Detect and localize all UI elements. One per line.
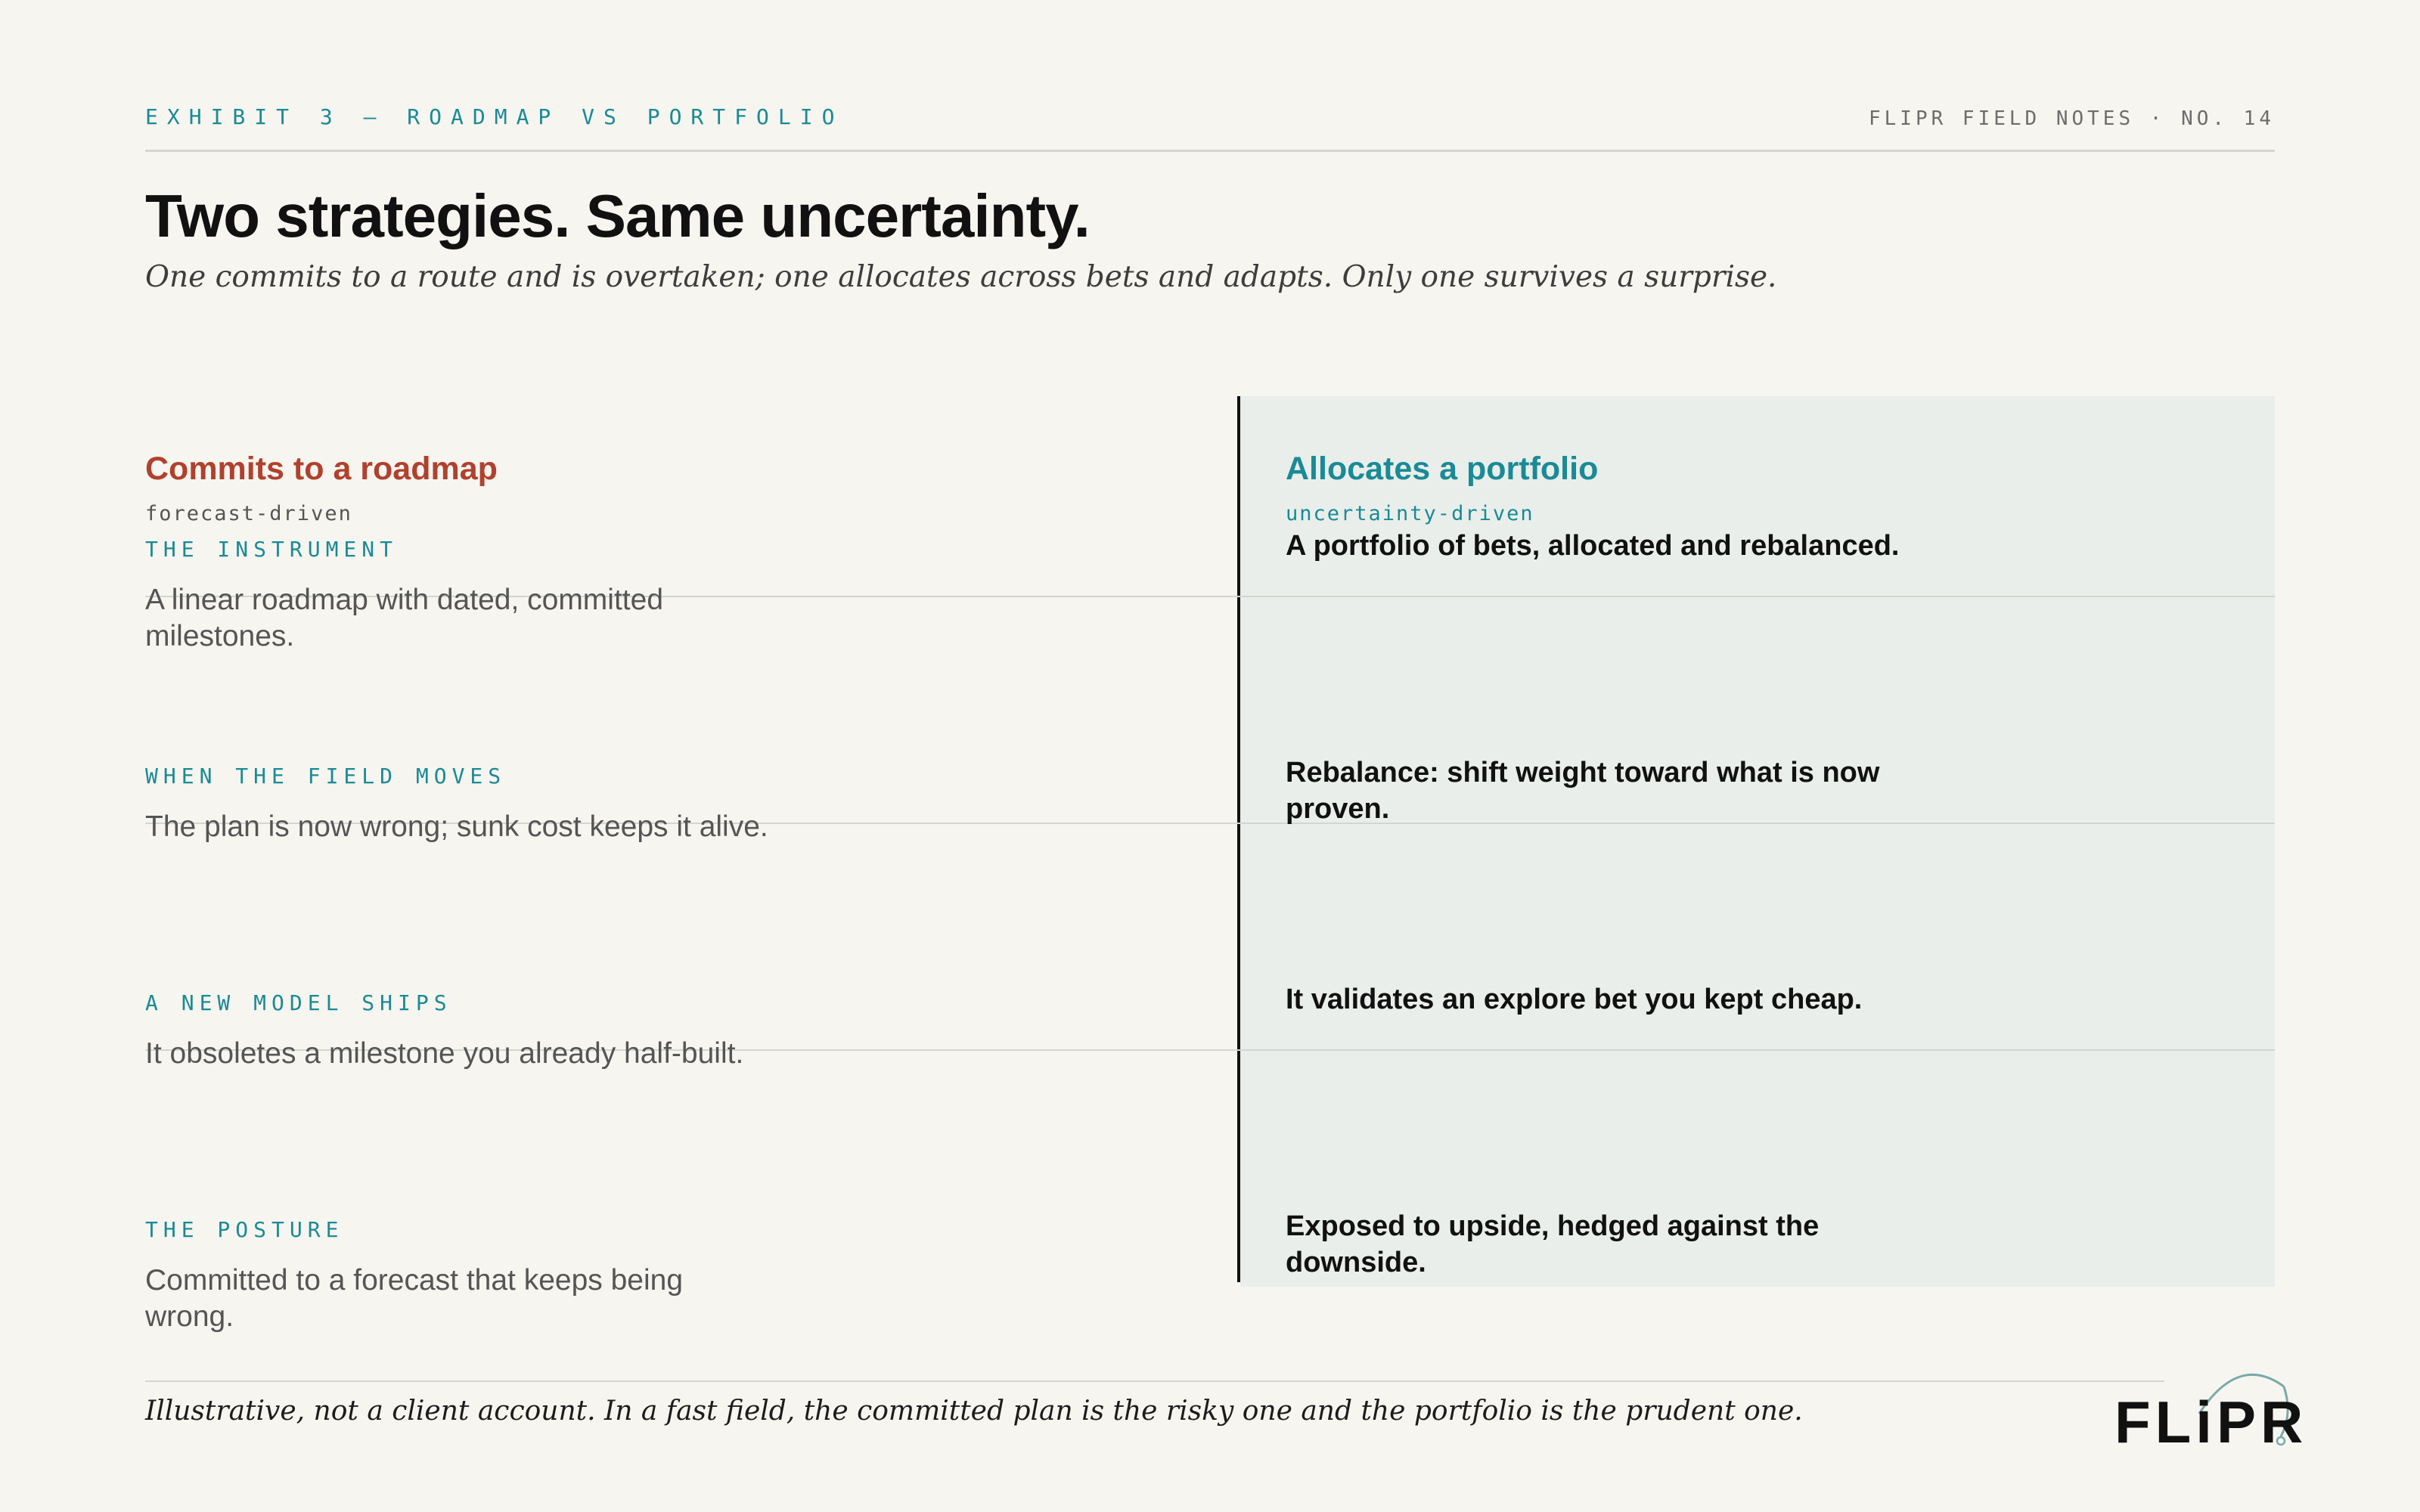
row-label: A NEW MODEL SHIPS (145, 990, 452, 1015)
roadmap-subheading: forecast-driven (145, 502, 352, 525)
portfolio-cell: A portfolio of bets, allocated and rebalanced. (1286, 530, 1900, 562)
roadmap-heading: Commits to a roadmap (145, 451, 498, 487)
roadmap-cell: The plan is now wrong; sunk cost keeps it alive. (145, 810, 768, 843)
roadmap-cell: Committed to a forecast that keeps being wrong. (145, 1264, 684, 1333)
flipr-logo (2110, 1361, 2308, 1459)
page-subtitle: One commits to a route and is overtaken; one allocates across bets and adapts. Only one survives a surprise. (145, 260, 1777, 294)
page-title: Two strategies. Same uncertainty. (145, 182, 1090, 249)
issue-label: FLIPR FIELD NOTES · NO. 14 (1869, 107, 2275, 130)
portfolio-cell: Exposed to upside, hedged against the downside. (1286, 1210, 1820, 1278)
roadmap-cell: A linear roadmap with dated, committed milestones. (145, 584, 664, 652)
row-label: THE POSTURE (145, 1217, 344, 1242)
portfolio-cell: Rebalance: shift weight toward what is now proven. (1286, 757, 1880, 825)
logo-wordmark: FLiPR (2114, 1389, 2308, 1455)
portfolio-heading: Allocates a portfolio (1286, 451, 1599, 487)
footer-rule (145, 1380, 2164, 1382)
footer-note: Illustrative, not a client account. In a fast field, the committed plan is the risky one and the portfolio is the prudent one. (145, 1396, 1803, 1427)
row-label: WHEN THE FIELD MOVES (145, 764, 507, 789)
row-label: THE INSTRUMENT (145, 537, 399, 562)
top-bar (145, 104, 2275, 152)
portfolio-cell: It validates an explore bet you kept cheap. (1286, 984, 1863, 1015)
exhibit-label: EXHIBIT 3 — ROADMAP VS PORTFOLIO (145, 104, 844, 129)
roadmap-cell: It obsoletes a milestone you already half-built. (145, 1037, 744, 1070)
column-divider (1237, 396, 1240, 1282)
portfolio-subheading: uncertainty-driven (1286, 502, 1534, 525)
